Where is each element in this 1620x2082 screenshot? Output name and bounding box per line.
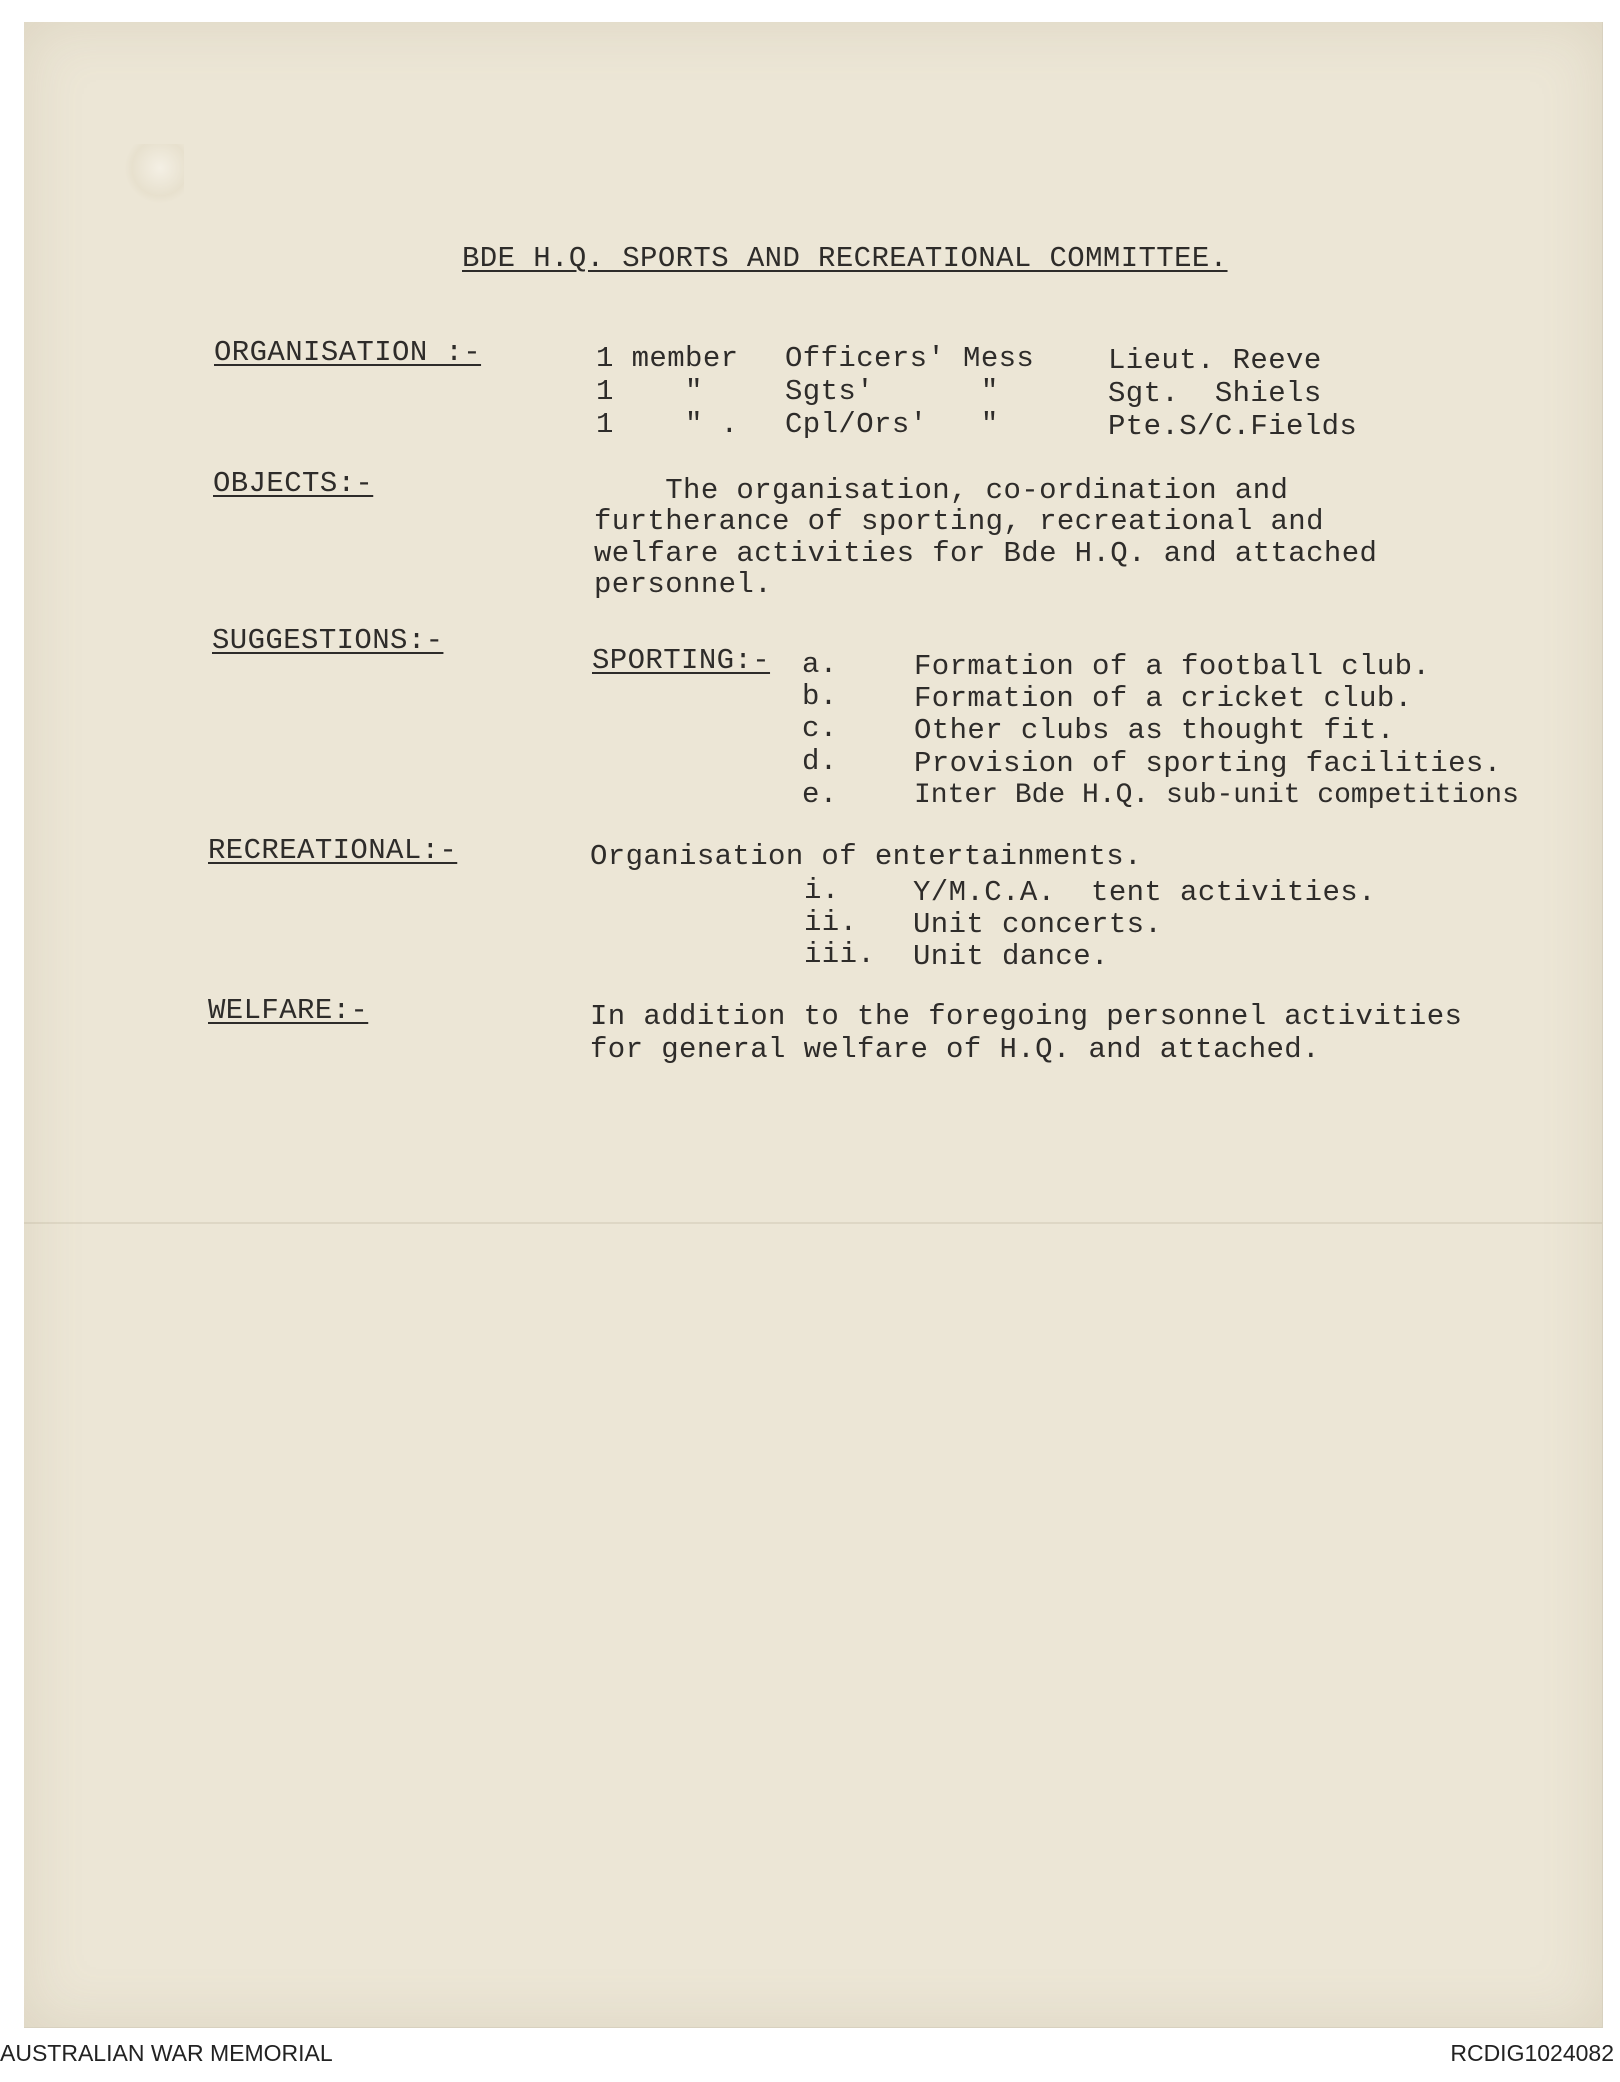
objects-heading: OBJECTS:- <box>213 467 374 500</box>
sporting-item-letter: e. <box>802 778 838 811</box>
objects-line: personnel. <box>594 568 773 601</box>
recreational-item-text: Y/M.C.A. tent activities. <box>913 876 1376 909</box>
org-row-mess: Cpl/Ors' " <box>785 408 999 441</box>
objects-line: welfare activities for Bde H.Q. and attached <box>594 537 1378 570</box>
recreational-heading: RECREATIONAL:- <box>208 834 458 867</box>
sporting-item-letter: c. <box>802 712 838 745</box>
org-row-count: 1 " <box>596 375 703 408</box>
footer-id: RCDIG1024082 <box>1450 2040 1614 2066</box>
recreational-item-num: iii. <box>804 938 876 971</box>
objects-line: furtherance of sporting, recreational and <box>594 505 1324 538</box>
sporting-item-text: Formation of a cricket club. <box>914 682 1413 715</box>
sporting-item-letter: b. <box>802 680 838 713</box>
sporting-item-text: Formation of a football club. <box>914 650 1431 683</box>
document-title: BDE H.Q. SPORTS AND RECREATIONAL COMMITTEE. <box>462 242 1228 275</box>
recreational-intro: Organisation of entertainments. <box>590 840 1142 873</box>
org-row-member: Sgt. Shiels <box>1108 377 1322 410</box>
org-row-mess: Officers' Mess <box>785 342 1035 375</box>
recreational-item-text: Unit dance. <box>913 940 1109 973</box>
welfare-line: for general welfare of H.Q. and attached. <box>590 1033 1320 1066</box>
paper-tear <box>124 144 184 204</box>
footer-source: AUSTRALIAN WAR MEMORIAL <box>0 2040 333 2066</box>
recreational-item-num: i. <box>804 874 840 907</box>
org-row-member: Pte.S/C.Fields <box>1108 410 1358 443</box>
sporting-heading: SPORTING:- <box>592 644 771 677</box>
organisation-heading: ORGANISATION :- <box>214 336 482 369</box>
org-row-count: 1 member <box>596 342 739 375</box>
objects-line: The organisation, co-ordination and <box>594 474 1289 507</box>
sporting-item-text: Provision of sporting facilities. <box>914 747 1502 780</box>
welfare-heading: WELFARE:- <box>208 994 369 1027</box>
recreational-item-num: ii. <box>804 906 858 939</box>
org-row-member: Lieut. Reeve <box>1108 344 1322 377</box>
org-row-mess: Sgts' " <box>785 375 999 408</box>
welfare-line: In addition to the foregoing personnel activities <box>590 1000 1463 1033</box>
sporting-item-letter: d. <box>802 745 838 778</box>
org-row-count: 1 " . <box>596 408 739 441</box>
suggestions-heading: SUGGESTIONS:- <box>212 624 444 657</box>
sporting-item-text: Other clubs as thought fit. <box>914 714 1395 747</box>
sporting-item-text: Inter Bde H.Q. sub-unit competitions <box>914 780 1519 811</box>
recreational-item-text: Unit concerts. <box>913 908 1163 941</box>
sporting-item-letter: a. <box>802 648 838 681</box>
paper-fold <box>24 1222 1602 1224</box>
